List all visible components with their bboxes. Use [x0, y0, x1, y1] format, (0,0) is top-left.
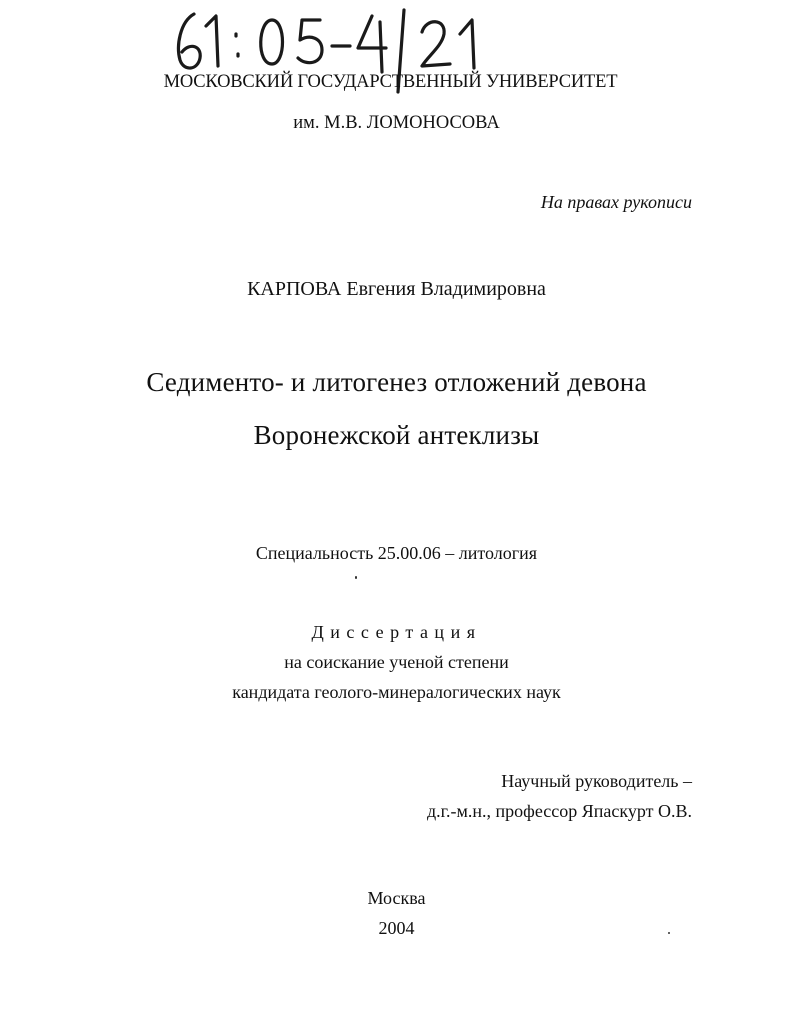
author-name: КАРПОВА Евгения Владимировна [247, 278, 546, 300]
dissertation-purpose: на соискание ученой степени [284, 652, 509, 672]
city: Москва [367, 888, 426, 908]
specialty: Специальность 25.00.06 – литология [255, 543, 538, 563]
advisor-name: д.г.-м.н., профессор Япаскурт О.В. [427, 801, 692, 821]
year: 2004 [378, 918, 415, 938]
dissertation-label: Диссертация [311, 622, 482, 642]
rights-note: На правах рукописи [540, 192, 692, 212]
thesis-title-line-1: Седименто- и литогенез отложений девона [146, 367, 647, 397]
advisor-label: Научный руководитель – [501, 771, 692, 791]
dissertation-degree: кандидата геолого-минералогических наук [232, 682, 561, 702]
university-name: МОСКОВСКИЙ ГОСУДАРСТВЕННЫЙ УНИВЕРСИТЕТ [163, 72, 618, 92]
thesis-title-line-2: Воронежской антеклизы [253, 420, 540, 450]
scan-speck [668, 932, 670, 934]
scan-speck [355, 576, 357, 579]
university-named-after: им. М.В. ЛОМОНОСОВА [293, 113, 500, 133]
